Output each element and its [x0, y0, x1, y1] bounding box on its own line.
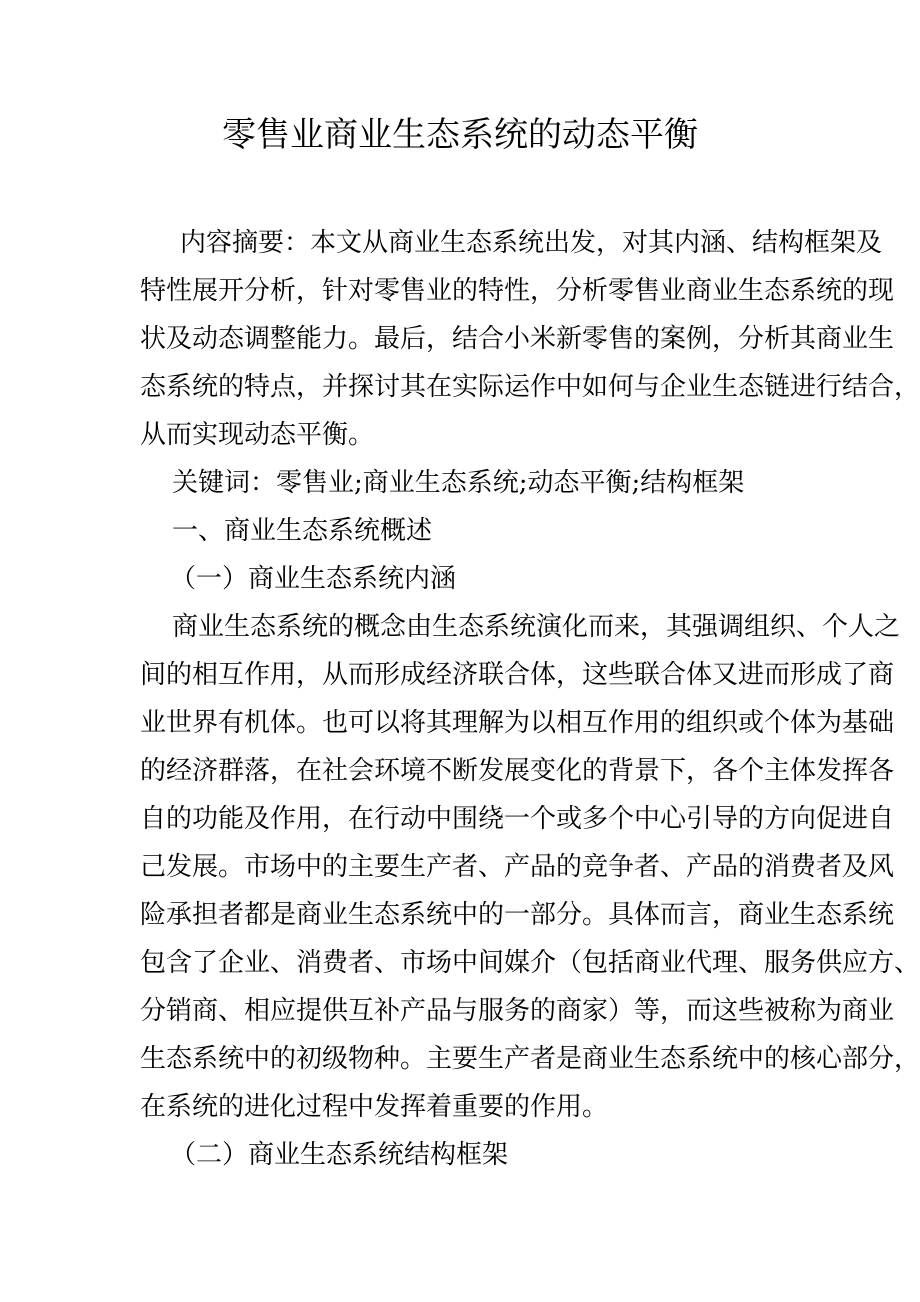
paragraph-line: 的经济群落，在社会环境不断发展变化的背景下，各个主体发挥各 — [140, 756, 895, 786]
paragraph-line: 生态系统中的初级物种。主要生产者是商业生态系统中的核心部分， — [140, 1044, 920, 1074]
document-title: 零售业商业生态系统的动态平衡 — [222, 115, 698, 155]
paragraph-line: 业世界有机体。也可以将其理解为以相互作用的组织或个体为基础 — [140, 708, 895, 738]
subsection-heading: （一）商业生态系统内涵 — [170, 564, 457, 594]
abstract-line: 从而实现动态平衡。 — [140, 420, 375, 450]
abstract-line: 内容摘要：本文从商业生态系统出发，对其内涵、结构框架及 — [180, 228, 883, 258]
abstract-line: 特性展开分析，针对零售业的特性，分析零售业商业生态系统的现 — [140, 276, 895, 306]
keywords: 关键词：零售业;商业生态系统;动态平衡;结构框架 — [172, 468, 745, 498]
paragraph-line: 己发展。市场中的主要生产者、产品的竞争者、产品的消费者及风 — [140, 852, 895, 882]
document-body — [140, 219, 920, 1179]
paragraph-line: 分销商、相应提供互补产品与服务的商家）等，而这些被称为商业 — [140, 996, 895, 1026]
section-heading: 一、商业生态系统概述 — [172, 516, 433, 546]
paragraph-line: 商业生态系统的概念由生态系统演化而来，其强调组织、个人之 — [172, 612, 901, 642]
paragraph — [140, 603, 920, 1131]
paragraph-line: 自的功能及作用，在行动中围绕一个或多个中心引导的方向促进自 — [140, 804, 895, 834]
paragraph-line: 包含了企业、消费者、市场中间媒介（包括商业代理、服务供应方、 — [140, 948, 920, 978]
paragraph-line: 险承担者都是商业生态系统中的一部分。具体而言，商业生态系统 — [140, 900, 895, 930]
abstract-line: 状及动态调整能力。最后，结合小米新零售的案例，分析其商业生 — [140, 324, 895, 354]
paragraph-line: 在系统的进化过程中发挥着重要的作用。 — [140, 1092, 609, 1122]
subsection-heading: （二）商业生态系统结构框架 — [170, 1140, 509, 1170]
abstract — [140, 219, 920, 459]
abstract-line: 态系统的特点，并探讨其在实际运作中如何与企业生态链进行结合， — [140, 372, 920, 402]
paragraph-line: 间的相互作用，从而形成经济联合体，这些联合体又进而形成了商 — [140, 660, 895, 690]
